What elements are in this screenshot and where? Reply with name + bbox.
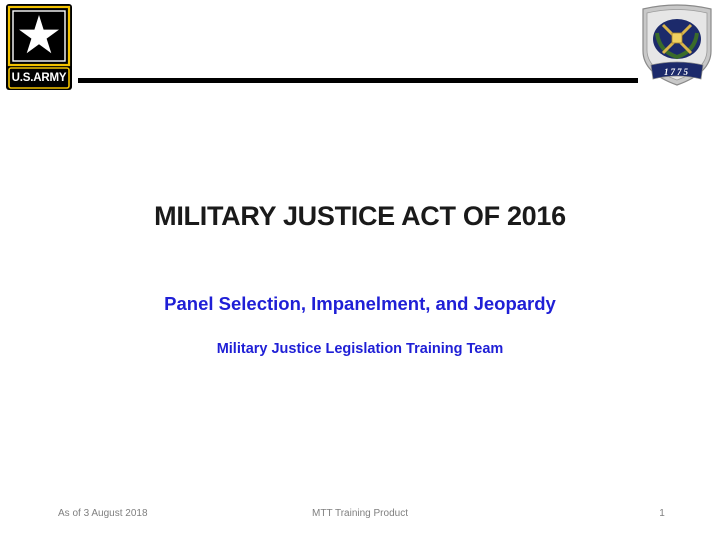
slide-subtitle: Panel Selection, Impanelment, and Jeopardy [164, 293, 556, 314]
team-name: Military Justice Legislation Training Team [216, 341, 504, 357]
header-rule [78, 78, 638, 83]
army-logo-text: U.S.ARMY [11, 72, 67, 84]
footer-center-text: MTT Training Product [312, 508, 408, 519]
page-number: 1 [659, 508, 665, 519]
slide-title: MILITARY JUSTICE ACT OF 2016 [154, 201, 566, 231]
crest-year: 1775 [664, 67, 690, 77]
footer-date: As of 3 August 2018 [58, 508, 148, 519]
